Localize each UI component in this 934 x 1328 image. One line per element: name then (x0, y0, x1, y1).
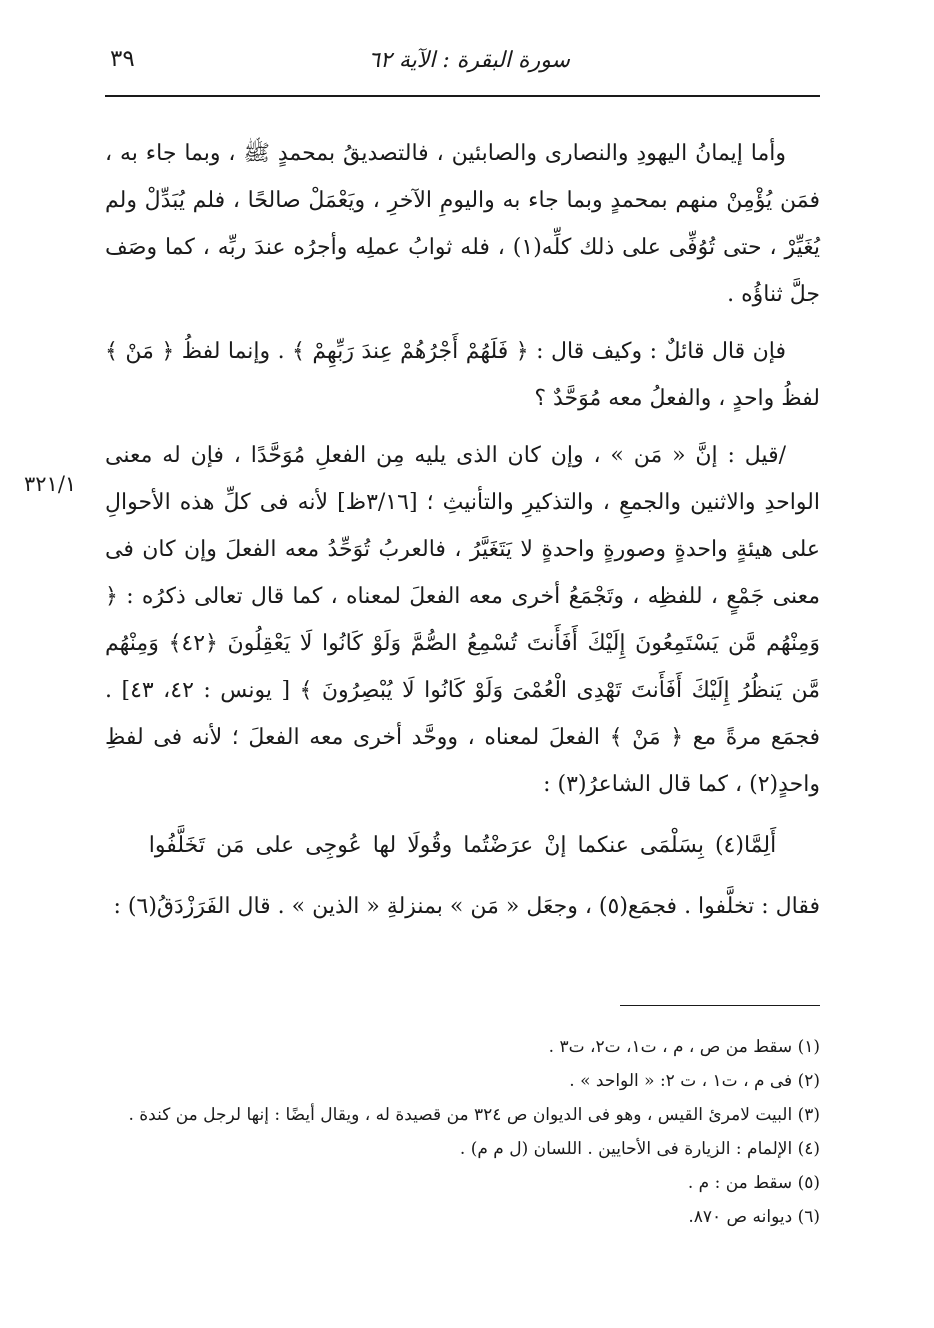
footnote-4: (٤) الإلمام : الزيارة فى الأحايين . اللسان (ل م م) . (459, 1139, 820, 1159)
footnote-2: (٢) فى م ، ت١ ، ت ٢: « الواحد » . (569, 1071, 820, 1091)
main-text (105, 130, 820, 940)
footnote-1: (١) سقط من ص ، م ، ت١، ت٢، ت٣ . (548, 1037, 820, 1057)
footnotes (105, 1030, 820, 1234)
footnote-5: (٥) سقط من : م . (687, 1173, 820, 1193)
footnote-rule (620, 1005, 820, 1006)
header-rule (105, 95, 820, 97)
footnote-3: (٣) البيت لامرئ القيس ، وهو فى الديوان ص ٣٢٤ من قصيدة له ، ويقال أيضًا : إنها لرجل من كندة . (128, 1105, 820, 1125)
running-header (105, 44, 820, 96)
page-number: ٣٩ (110, 46, 135, 72)
header-title: سورة البقرة : الآية ٦٢ (368, 48, 570, 73)
poetry-verse: أَلِمَّا(٤) بِسَلْمَى عنكما إنْ عرَضْتُما وقُولَا لها عُوجِى على مَن تَخَلَّفُوا (148, 833, 777, 858)
closing-paragraph: فقال : تخلَّفوا . فجمَع(٥) ، وجعَل « مَن » بمنزلةِ « الذين » . قال الفَرَزْدَقُ(٦) : (113, 894, 820, 919)
paragraph-2: فإن قال قائلٌ : وكيف قال : ﴿ فَلَهُمْ أَجْرُهُمْ عِندَ رَبِّهِمْ ﴾ . وإنما لفظُ ﴿ مَنْ ﴾ لفظُ واحدٍ ، والفعلُ معه مُوَحَّدٌ ؟ (105, 339, 820, 411)
paragraph-1: وأما إيمانُ اليهودِ والنصارى والصابئين ، فالتصديقُ بمحمدٍ ﷺ ، وبما جاء به ، فمَن يُؤْمِنْ منهم بمحمدٍ وبما جاء به واليومِ الآخرِ ، ويَعْمَلْ صالحًا ، فلم يُبَدِّلْ ولم يُغَيِّرْ ، حتى تُوُفِّى على ذلك كلِّه(١) ، فله ثوابُ عملِه وأجرُه عندَ ربِّه ، كما وصَف جلَّ ثناؤُه . (105, 141, 820, 307)
marginal-reference: ٣٢١/١ (24, 472, 77, 496)
footnote-6: (٦) ديوانه ص ٨٧٠. (688, 1207, 820, 1227)
paragraph-3: /قيل : إنَّ « مَن » ، وإن كان الذى يليه مِن الفعلِ مُوَحَّدًا ، فإن له معنى الواحدِ والاثنين والجمعِ ، والتذكيرِ والتأنيثِ ؛ [٣/١٦ظ] لأنه فى كلِّ هذه الأحوالِ على هيئةٍ واحدةٍ وصورةٍ واحدةٍ لا يَتَغَيَّرُ ، فالعربُ تُوَحِّدُ معه الفعلَ وإن كان فى معنى جَمْعٍ ، للفظِه ، وتَجْمَعُ أخرى معه الفعلَ لمعناه ، كما قال تعالى ذكرُه : ﴿ وَمِنْهُم مَّن يَسْتَمِعُونَ إِلَيْكَ أَفَأَنتَ تُسْمِعُ الصُّمَّ وَلَوْ كَانُوا لَا يَعْقِلُونَ ﴿٤٢﴾ وَمِنْهُم مَّن يَنظُرُ إِلَيْكَ أَفَأَنتَ تَهْدِى الْعُمْىَ وَلَوْ كَانُوا لَا يُبْصِرُونَ ﴾ [ يونس : ٤٢، ٤٣] . فجمَع مرةً مع ﴿ مَنْ ﴾ الفعلَ لمعناه ، ووحَّد أخرى معه الفعلَ ؛ لأنه فى لفظِ واحدٍ(٢) ، كما قال الشاعرُ(٣) : (105, 443, 821, 797)
